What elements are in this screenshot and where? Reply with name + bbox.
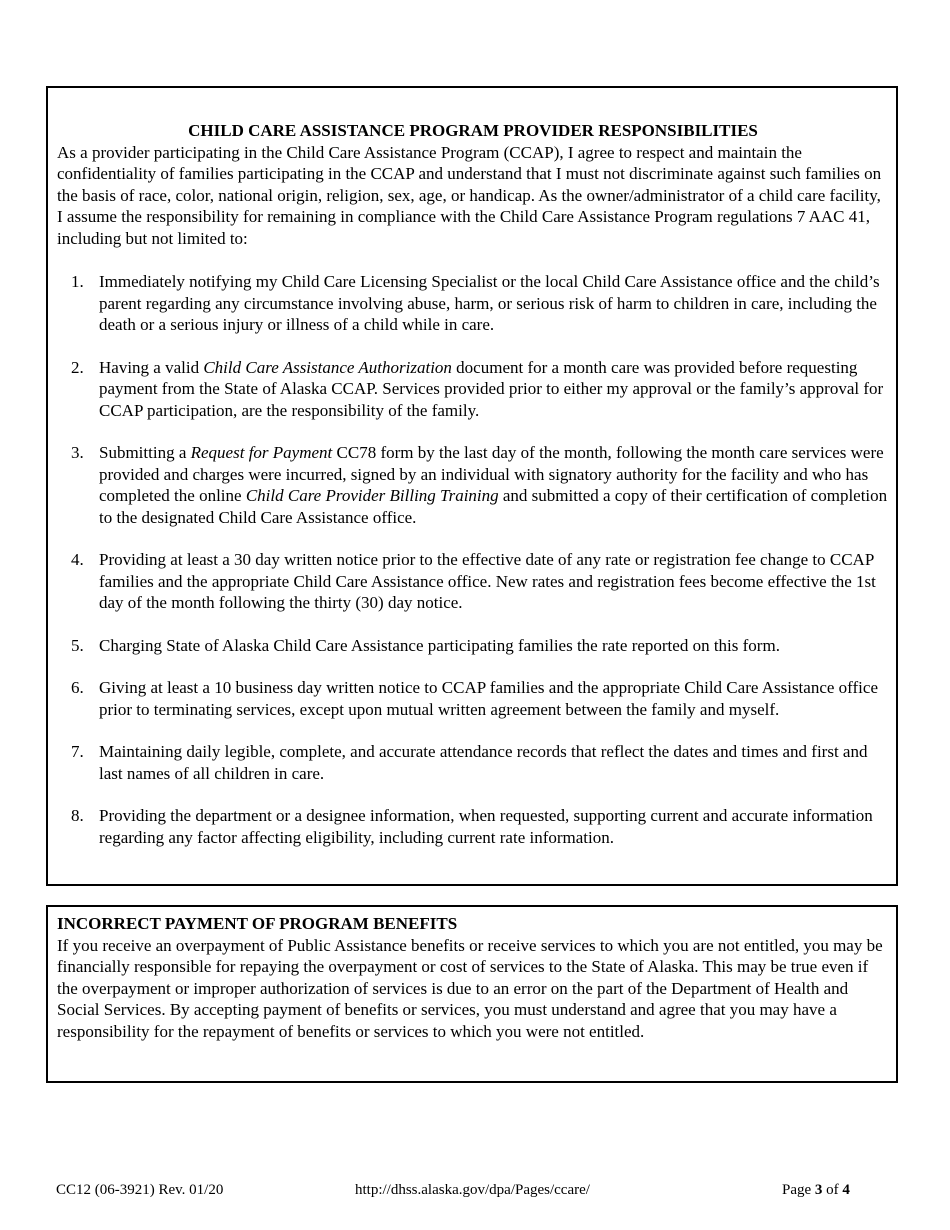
list-number: 6. <box>71 678 84 697</box>
section-title: INCORRECT PAYMENT OF PROGRAM BENEFITS <box>57 914 458 933</box>
list-number: 7. <box>71 742 84 761</box>
provider-responsibilities-section <box>46 86 898 886</box>
list-number: 4. <box>71 550 84 569</box>
list-number: 2. <box>71 357 84 377</box>
list-item <box>57 635 889 657</box>
page-total: 4 <box>842 1182 850 1198</box>
page-word: Page <box>782 1182 815 1198</box>
page-number <box>782 1180 850 1202</box>
list-number: 5. <box>71 635 84 655</box>
list-number: 3. <box>71 443 84 462</box>
section-title: CHILD CARE ASSISTANCE PROGRAM PROVIDER RESPONSIBILITIES <box>188 121 758 140</box>
list-number: 1. <box>71 272 84 291</box>
list-item-text <box>99 443 887 527</box>
text-run: and submitted a copy of their certification of completion to the designated Child Care Assistance office. <box>99 486 888 527</box>
form-title: Request for Payment <box>190 443 333 462</box>
form-id: CC12 (06-3921) Rev. 01/20 <box>56 1182 224 1198</box>
document-title: Child Care Assistance Authorization <box>203 357 452 377</box>
list-item-text: Immediately notifying my Child Care Licensing Specialist or the local Child Care Assistance office and the child’s parent regarding any circumstance involving abuse, harm, or serious risk of harm to children in care, including the death or a serious injury or illness of a child while in care. <box>99 272 880 334</box>
list-item-text: Giving at least a 10 business day written notice to CCAP families and the appropriate Child Care Assistance office prior to terminating services, except upon mutual written agreement between the family and myself. <box>99 678 878 719</box>
intro-paragraph: As a provider participating in the Child Care Assistance Program (CCAP), I agree to respect and maintain the confidentiality of families participating in the CCAP and understand that I must not discriminate against such families on the basis of race, color, national origin, religion, sex, age, or handicap. As the owner/administrator of a child care facility, I assume the responsibility for remaining in compliance with the Child Care Assistance Program regulations 7 AAC 41, including but not limited to: <box>57 142 882 248</box>
list-item <box>57 442 889 528</box>
text-run: Submitting a <box>99 443 191 462</box>
list-item <box>57 741 889 784</box>
responsibilities-list <box>57 271 889 848</box>
list-item <box>57 357 889 422</box>
incorrect-payment-section <box>46 905 898 1083</box>
text-run: CC78 form by the last day of the month, following the month care services were provided and charges were incurred, signed by an individual with signatory authority for the facility and who has completed the online <box>99 443 884 505</box>
list-item <box>57 271 889 336</box>
list-item-text: Charging State of Alaska Child Care Assistance participating families the rate reported on this form. <box>99 635 780 655</box>
text-run: Having a valid <box>99 357 204 377</box>
list-item-text: Providing the department or a designee information, when requested, supporting current and accurate information regarding any factor affecting eligibility, including current rate information. <box>99 806 873 847</box>
list-item-text: Providing at least a 30 day written notice prior to the effective date of any rate or registration fee change to CCAP families and the appropriate Child Care Assistance office. New rates and registration fees become effective the 1st day of the month following the thirty (30) day notice. <box>99 550 876 612</box>
list-number: 8. <box>71 806 84 825</box>
text-run: document for a month care was provided before requesting payment from the State of Alaska CCAP. Services provided prior to either my approval or the family’s approval for CCAP participation, are the responsibility of the family. <box>99 357 884 420</box>
page-current: 3 <box>814 1182 823 1198</box>
incorrect-payment-paragraph: If you receive an overpayment of Public Assistance benefits or receive services to which you are not entitled, you may be financially responsible for repaying the overpayment or cost of services to the State of Alaska. This may be true even if the overpayment or improper authorization of services is due to an error on the part of the Department of Health and Social Services. By accepting payment of benefits or services, you must understand and agree that you may have a responsibility for the repayment of benefits or services to which you were not entitled. <box>57 935 883 1041</box>
list-item-text: Maintaining daily legible, complete, and accurate attendance records that reflect the dates and times and first and last names of all children in care. <box>99 742 868 783</box>
footer-url: http://dhss.alaska.gov/dpa/Pages/ccare/ <box>355 1182 590 1198</box>
list-item-text <box>99 358 883 420</box>
list-item <box>57 805 889 848</box>
list-item <box>57 549 889 614</box>
training-title: Child Care Provider Billing Training <box>245 486 499 505</box>
list-item <box>57 677 889 720</box>
page-of: of <box>822 1182 843 1198</box>
